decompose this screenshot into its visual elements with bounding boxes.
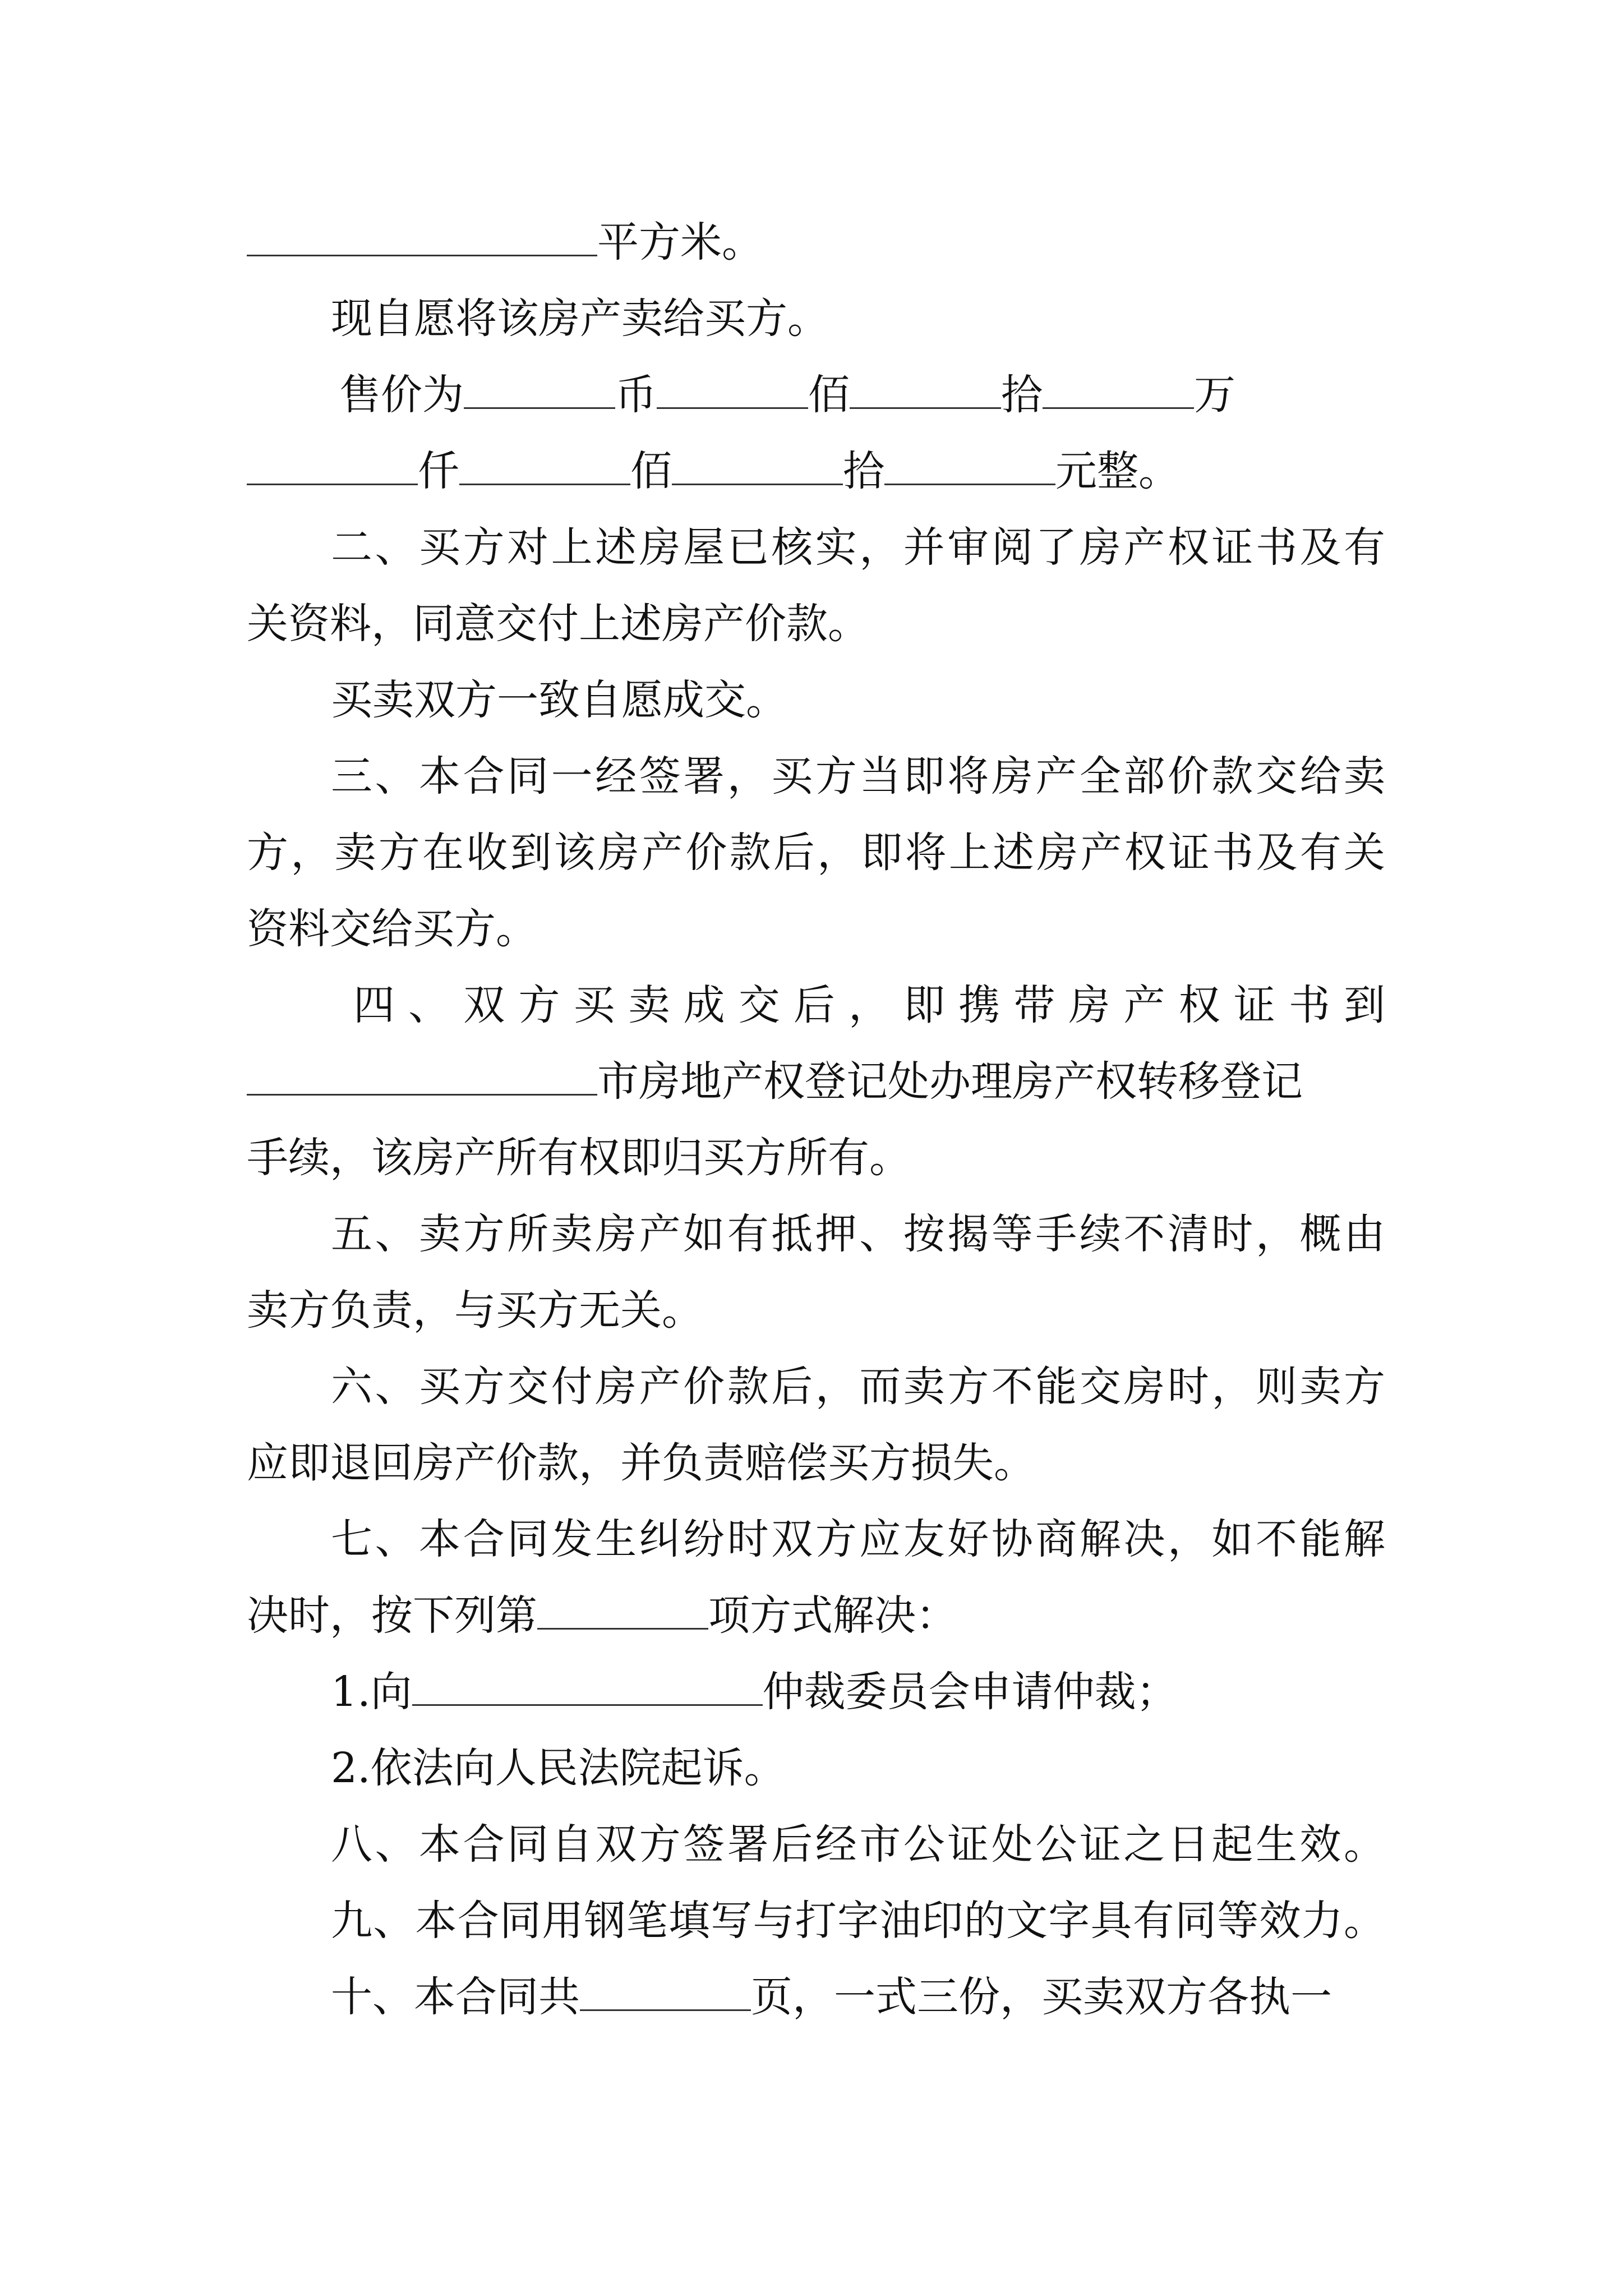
clause-6-line-2: 应即退回房产价款，并负责赔偿买方损失。 xyxy=(247,1439,1035,1487)
bai-million-blank[interactable] xyxy=(657,368,808,409)
price-wan: 万 xyxy=(1194,371,1235,419)
clause-7-line-2-tail: 项方式解决： xyxy=(708,1591,957,1640)
clause-6-line-1: 六、买方交付房产价款后，而卖方不能交房时，则卖方 xyxy=(331,1363,1385,1411)
method-number-blank[interactable] xyxy=(537,1589,708,1630)
area-blank[interactable] xyxy=(247,215,597,256)
clause-10-head: 十、本合同共 xyxy=(331,1973,580,2021)
price-bai-2: 佰 xyxy=(630,447,672,495)
option-1-tail: 仲裁委员会申请仲裁； xyxy=(762,1668,1178,1716)
clause-10-tail: 页，一式三份，买卖双方各执一 xyxy=(751,1973,1332,2021)
option-1-head: 1.向 xyxy=(331,1668,412,1716)
bai-blank[interactable] xyxy=(459,444,630,485)
price-bai-1: 佰 xyxy=(808,371,850,419)
option-2-line: 2.依法向人民法院起诉。 xyxy=(331,1744,786,1792)
yuan-blank[interactable] xyxy=(884,444,1055,485)
sell-intent-line: 现自愿将该房产卖给买方。 xyxy=(331,295,829,343)
area-line xyxy=(247,209,1385,276)
agree-line: 买卖双方一致自愿成交。 xyxy=(331,676,787,724)
price-qian: 仟 xyxy=(418,447,459,495)
clause-5-line-2: 卖方负责，与买方无关。 xyxy=(247,1286,703,1335)
clause-7-line-1: 七、本合同发生纠纷时双方应友好协商解决，如不能解 xyxy=(331,1515,1385,1563)
price-currency: 币 xyxy=(615,371,657,419)
area-unit: 平方米。 xyxy=(597,218,763,266)
clause-4-line-1: 四、双方买卖成交后，即携带房产权证书到 xyxy=(353,981,1385,1029)
clause-7-line-2-head: 决时，按下列第 xyxy=(247,1591,537,1640)
clause-8-line: 八、本合同自双方签署后经市公证处公证之日起生效。 xyxy=(331,1820,1385,1869)
price-intro: 售价为 xyxy=(339,371,464,419)
shi-blank[interactable] xyxy=(672,444,843,485)
clause-4-line-2 xyxy=(247,1048,1385,1115)
page-count-blank[interactable] xyxy=(580,1970,751,2011)
qian-blank[interactable] xyxy=(247,444,418,485)
shi-million-blank[interactable] xyxy=(850,368,1001,409)
price-shi-1: 拾 xyxy=(1001,371,1043,419)
price-line-2 xyxy=(247,438,1385,505)
clause-2-line-2: 关资料，同意交付上述房产价款。 xyxy=(247,600,869,648)
price-shi-2: 拾 xyxy=(843,447,884,495)
clause-2-line-1: 二、买方对上述房屋已核实，并审阅了房产权证书及有 xyxy=(331,523,1385,572)
clause-7-line-2 xyxy=(247,1582,1385,1649)
clause-5-line-1: 五、卖方所卖房产如有抵押、按揭等手续不清时，概由 xyxy=(331,1210,1385,1258)
arbitration-committee-blank[interactable] xyxy=(412,1665,763,1706)
currency-blank[interactable] xyxy=(464,368,615,409)
clause-3-line-3: 资料交给买方。 xyxy=(247,905,537,953)
price-line-1 xyxy=(247,361,1385,429)
city-blank[interactable] xyxy=(247,1055,597,1096)
option-1-line xyxy=(247,1658,1385,1726)
clause-3-line-2: 方，卖方在收到该房产价款后，即将上述房产权证书及有关 xyxy=(247,829,1385,877)
clause-4-line-2-tail: 市房地产权登记处办理房产权转移登记 xyxy=(597,1057,1303,1106)
wan-blank[interactable] xyxy=(1043,368,1194,409)
price-end: 元整。 xyxy=(1055,447,1180,495)
clause-4-line-3: 手续，该房产所有权即归买方所有。 xyxy=(247,1134,911,1182)
clause-3-line-1: 三、本合同一经签署，买方当即将房产全部价款交给卖 xyxy=(331,752,1385,800)
clause-10-line xyxy=(247,1963,1385,2031)
clause-9-line: 九、本合同用钢笔填写与打字油印的文字具有同等效力。 xyxy=(331,1897,1385,1945)
